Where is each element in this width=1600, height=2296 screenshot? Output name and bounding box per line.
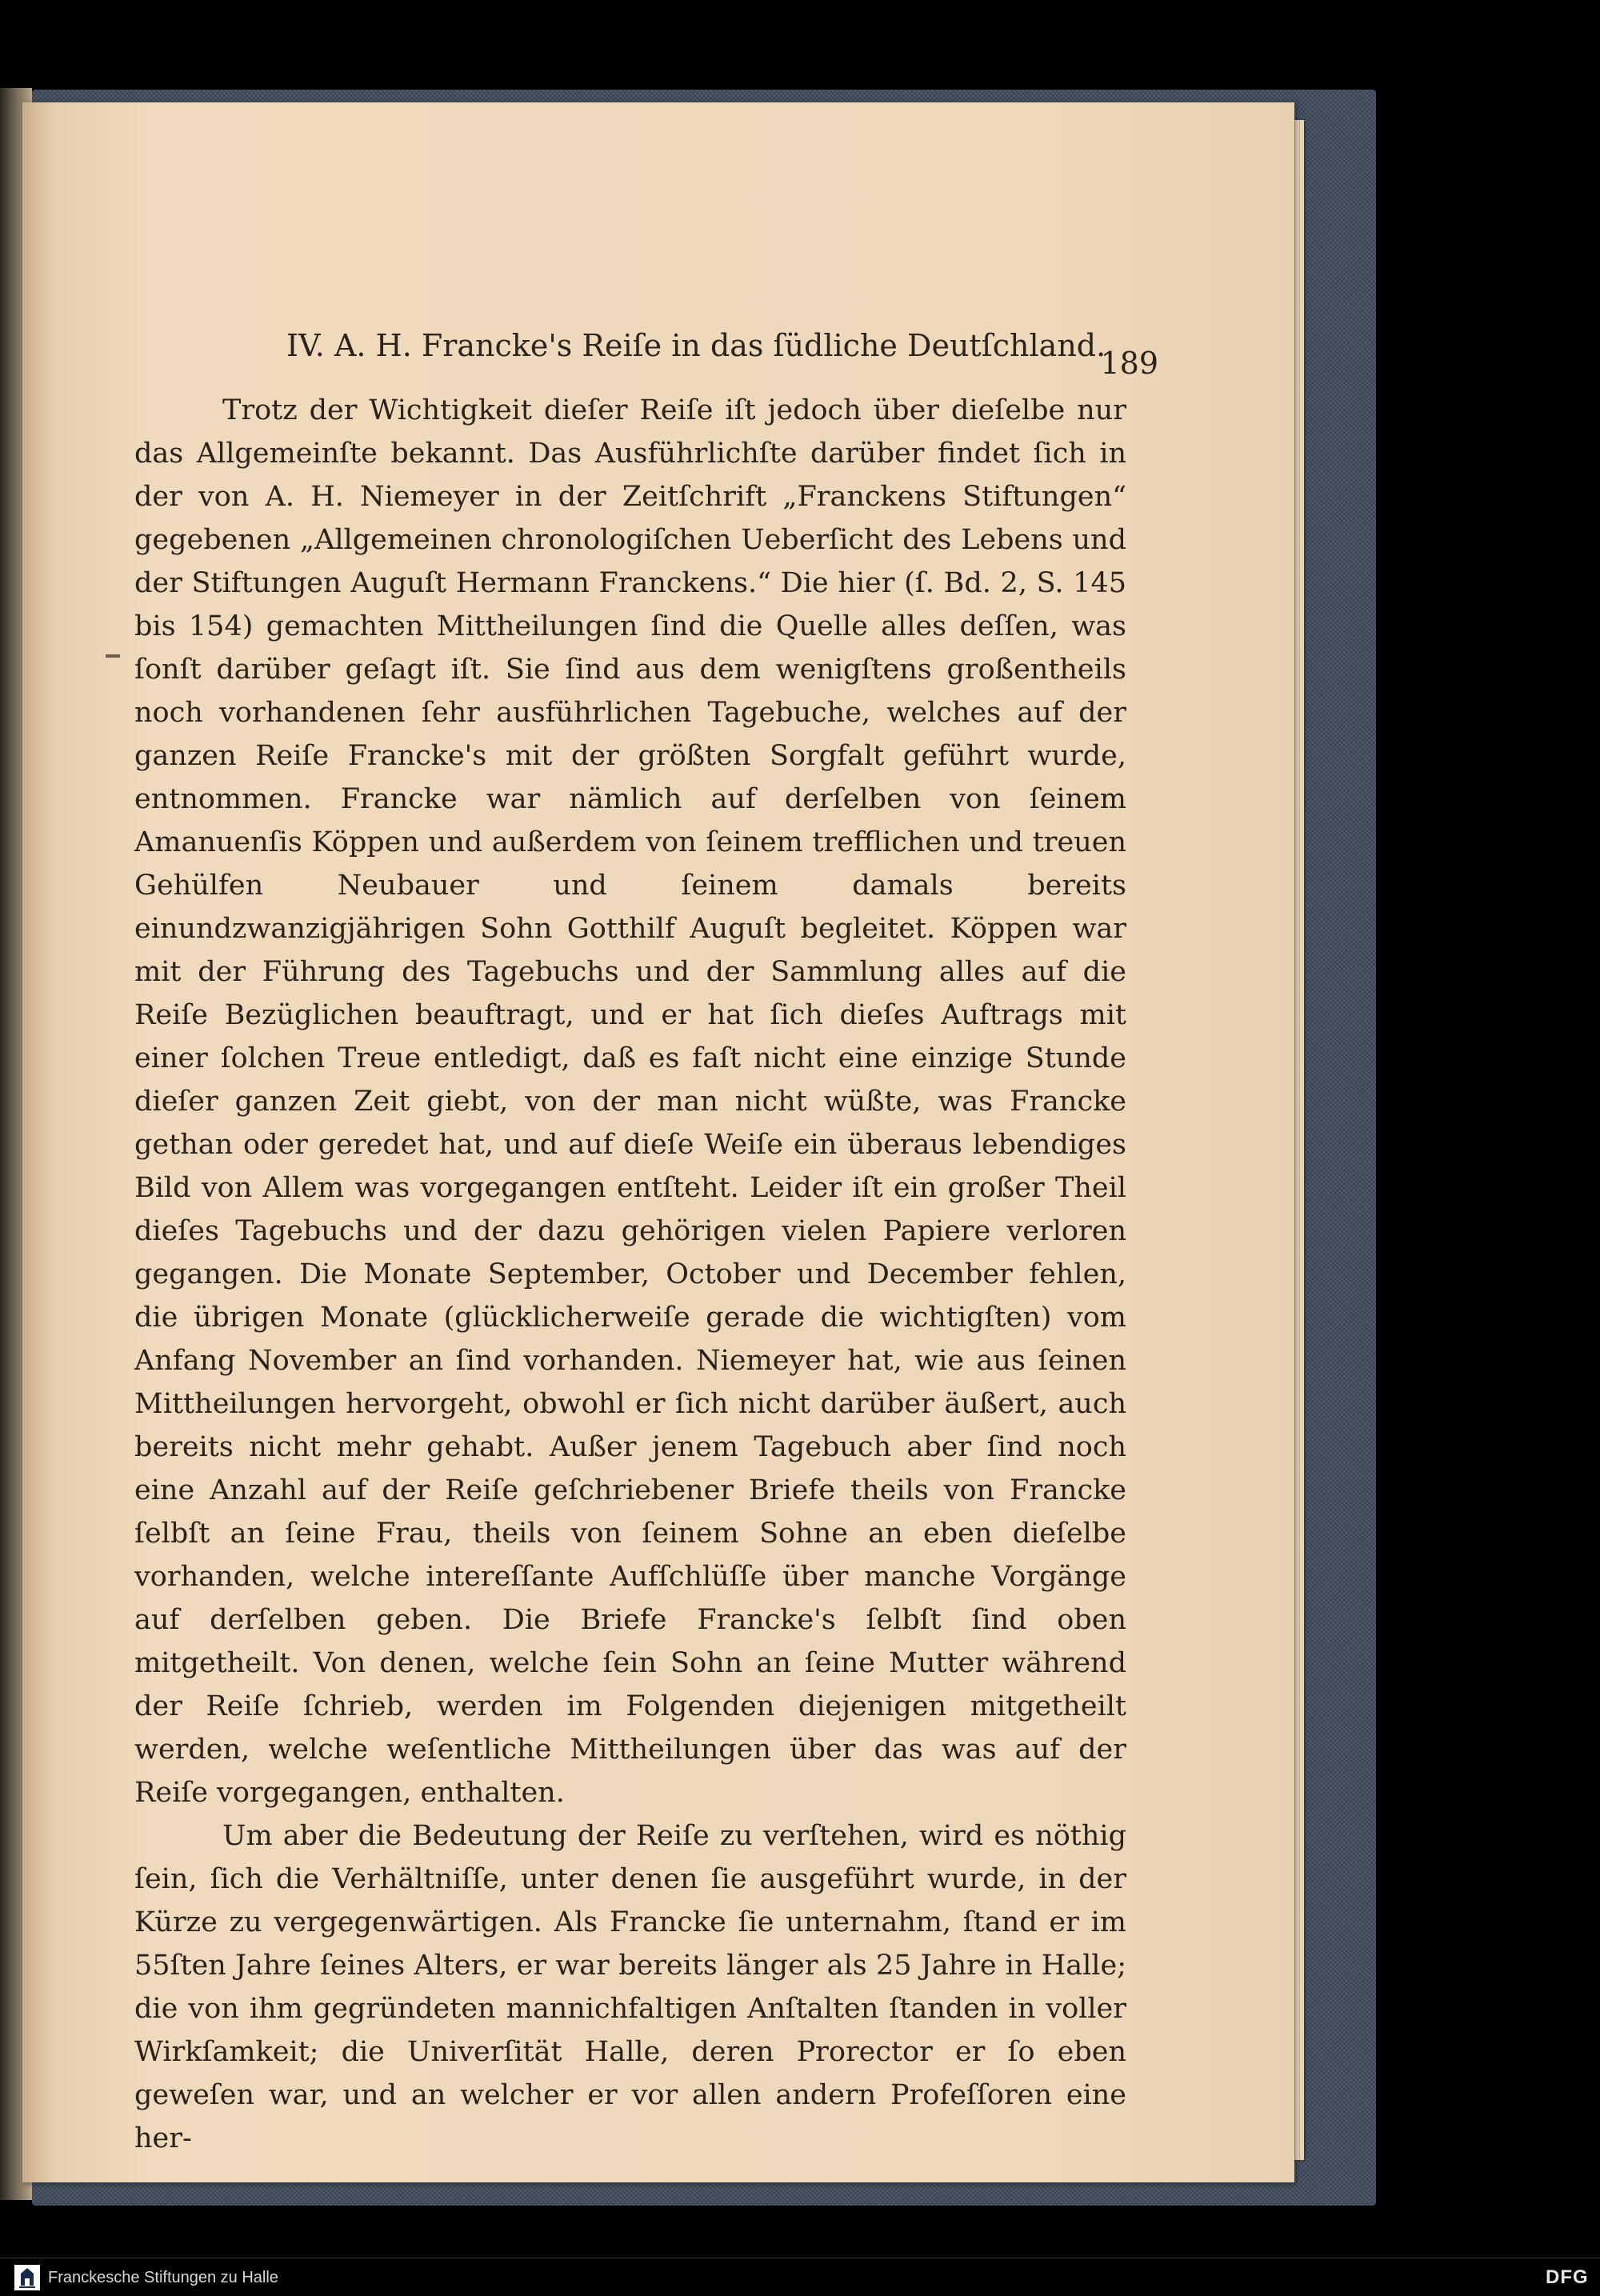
page-number: 189: [1100, 346, 1158, 381]
body-text: [134, 389, 1126, 2154]
paragraph: Trotz der Wichtigkeit dieſer Reiſe iſt jedoch über dieſelbe nur das Allgemeinſte bekannt. Das Ausführlichſte darüber findet ſich in der von A. H. Niemeyer in der Zeitſchrift „Franckens Stiftungen“ gegebenen „Allgemeinen chronologiſchen Ueberſicht des Lebens und der Stiftungen Auguſt Hermann Franckens.“ Die hier (ſ. Bd. 2, S. 145 bis 154) gemachten Mittheilungen ſind die Quelle alles deſſen, was ſonſt darüber geſagt iſt. Sie ſind aus dem wenigſtens großentheils noch vorhandenen ſehr ausführlichen Tagebuche, welches auf der ganzen Reiſe Francke's mit der größten Sorgfalt geführt wurde, entnommen. Francke war nämlich auf derſelben von ſeinem Amanuenſis Köppen und außerdem von ſeinem trefflichen und treuen Gehülfen Neubauer und ſeinem damals bereits einundzwanzigjährigen Sohn Gotthilf Auguſt begleitet. Köppen war mit der Führung des Tagebuchs und der Sammlung alles auf die Reiſe Bezüglichen beauftragt, und er hat ſich dieſes Auftrags mit einer ſolchen Treue entledigt, daß es faſt nicht eine einzige Stunde dieſer ganzen Zeit giebt, von der man nicht wüßte, was Francke gethan oder geredet hat, und auf dieſe Weiſe ein überaus lebendiges Bild von Allem was vorgegangen entſteht. Leider iſt ein großer Theil dieſes Tagebuchs und der dazu gehörigen vielen Papiere verloren gegangen. Die Monate September, October und December fehlen, die übrigen Monate (glücklicherweiſe gerade die wichtigſten) vom Anfang November an ſind vorhanden. Niemeyer hat, wie aus ſeinen Mittheilungen hervorgeht, obwohl er ſich nicht darüber äußert, auch bereits nicht mehr gehabt. Außer jenem Tagebuch aber ſind noch eine Anzahl auf der Reiſe geſchriebener Briefe theils von Francke ſelbſt an ſeine Frau, theils von ſeinem Sohne an eben dieſelbe vorhanden, welche intereſſante Aufſchlüſſe über manche Vorgänge auf derſelben geben. Die Briefe Francke's ſelbſt ſind oben mitgetheilt. Von denen, welche ſein Sohn an ſeine Mutter während der Reiſe ſchrieb, werden im Folgenden diejenigen mitgetheilt werden, welche weſentliche Mittheilungen über das was auf der Reiſe vorgegangen, enthalten.: [134, 394, 1126, 1809]
running-head: IV. A. H. Francke's Reiſe in das ſüdliche Deutſchland.: [286, 328, 1106, 363]
dfg-logo[interactable]: DFG: [1546, 2266, 1589, 2288]
franckesche-stiftungen-logo-icon[interactable]: [14, 2265, 40, 2290]
margin-mark: [106, 654, 120, 658]
paragraph: Um aber die Bedeutung der Reiſe zu verſtehen, wird es nöthig ſein, ſich die Verhältniſſe, unter denen ſie ausgeführt wurde, in der Kürze zu vergegenwärtigen. Als Francke ſie unternahm, ſtand er im 55ſten Jahre ſeines Alters, er war bereits länger als 25 Jahre in Halle; die von ihm gegründeten mannichfaltigen Anſtalten ſtanden in voller Wirkſamkeit; die Univerſität Halle, deren Prorector er ſo eben geweſen war, und an welcher er vor allen andern Profeſſoren eine her-: [134, 1820, 1126, 2154]
institution-link[interactable]: Franckesche Stiftungen zu Halle: [48, 2269, 278, 2286]
footer-bar: [0, 2258, 1600, 2296]
book-page: [22, 102, 1294, 2182]
